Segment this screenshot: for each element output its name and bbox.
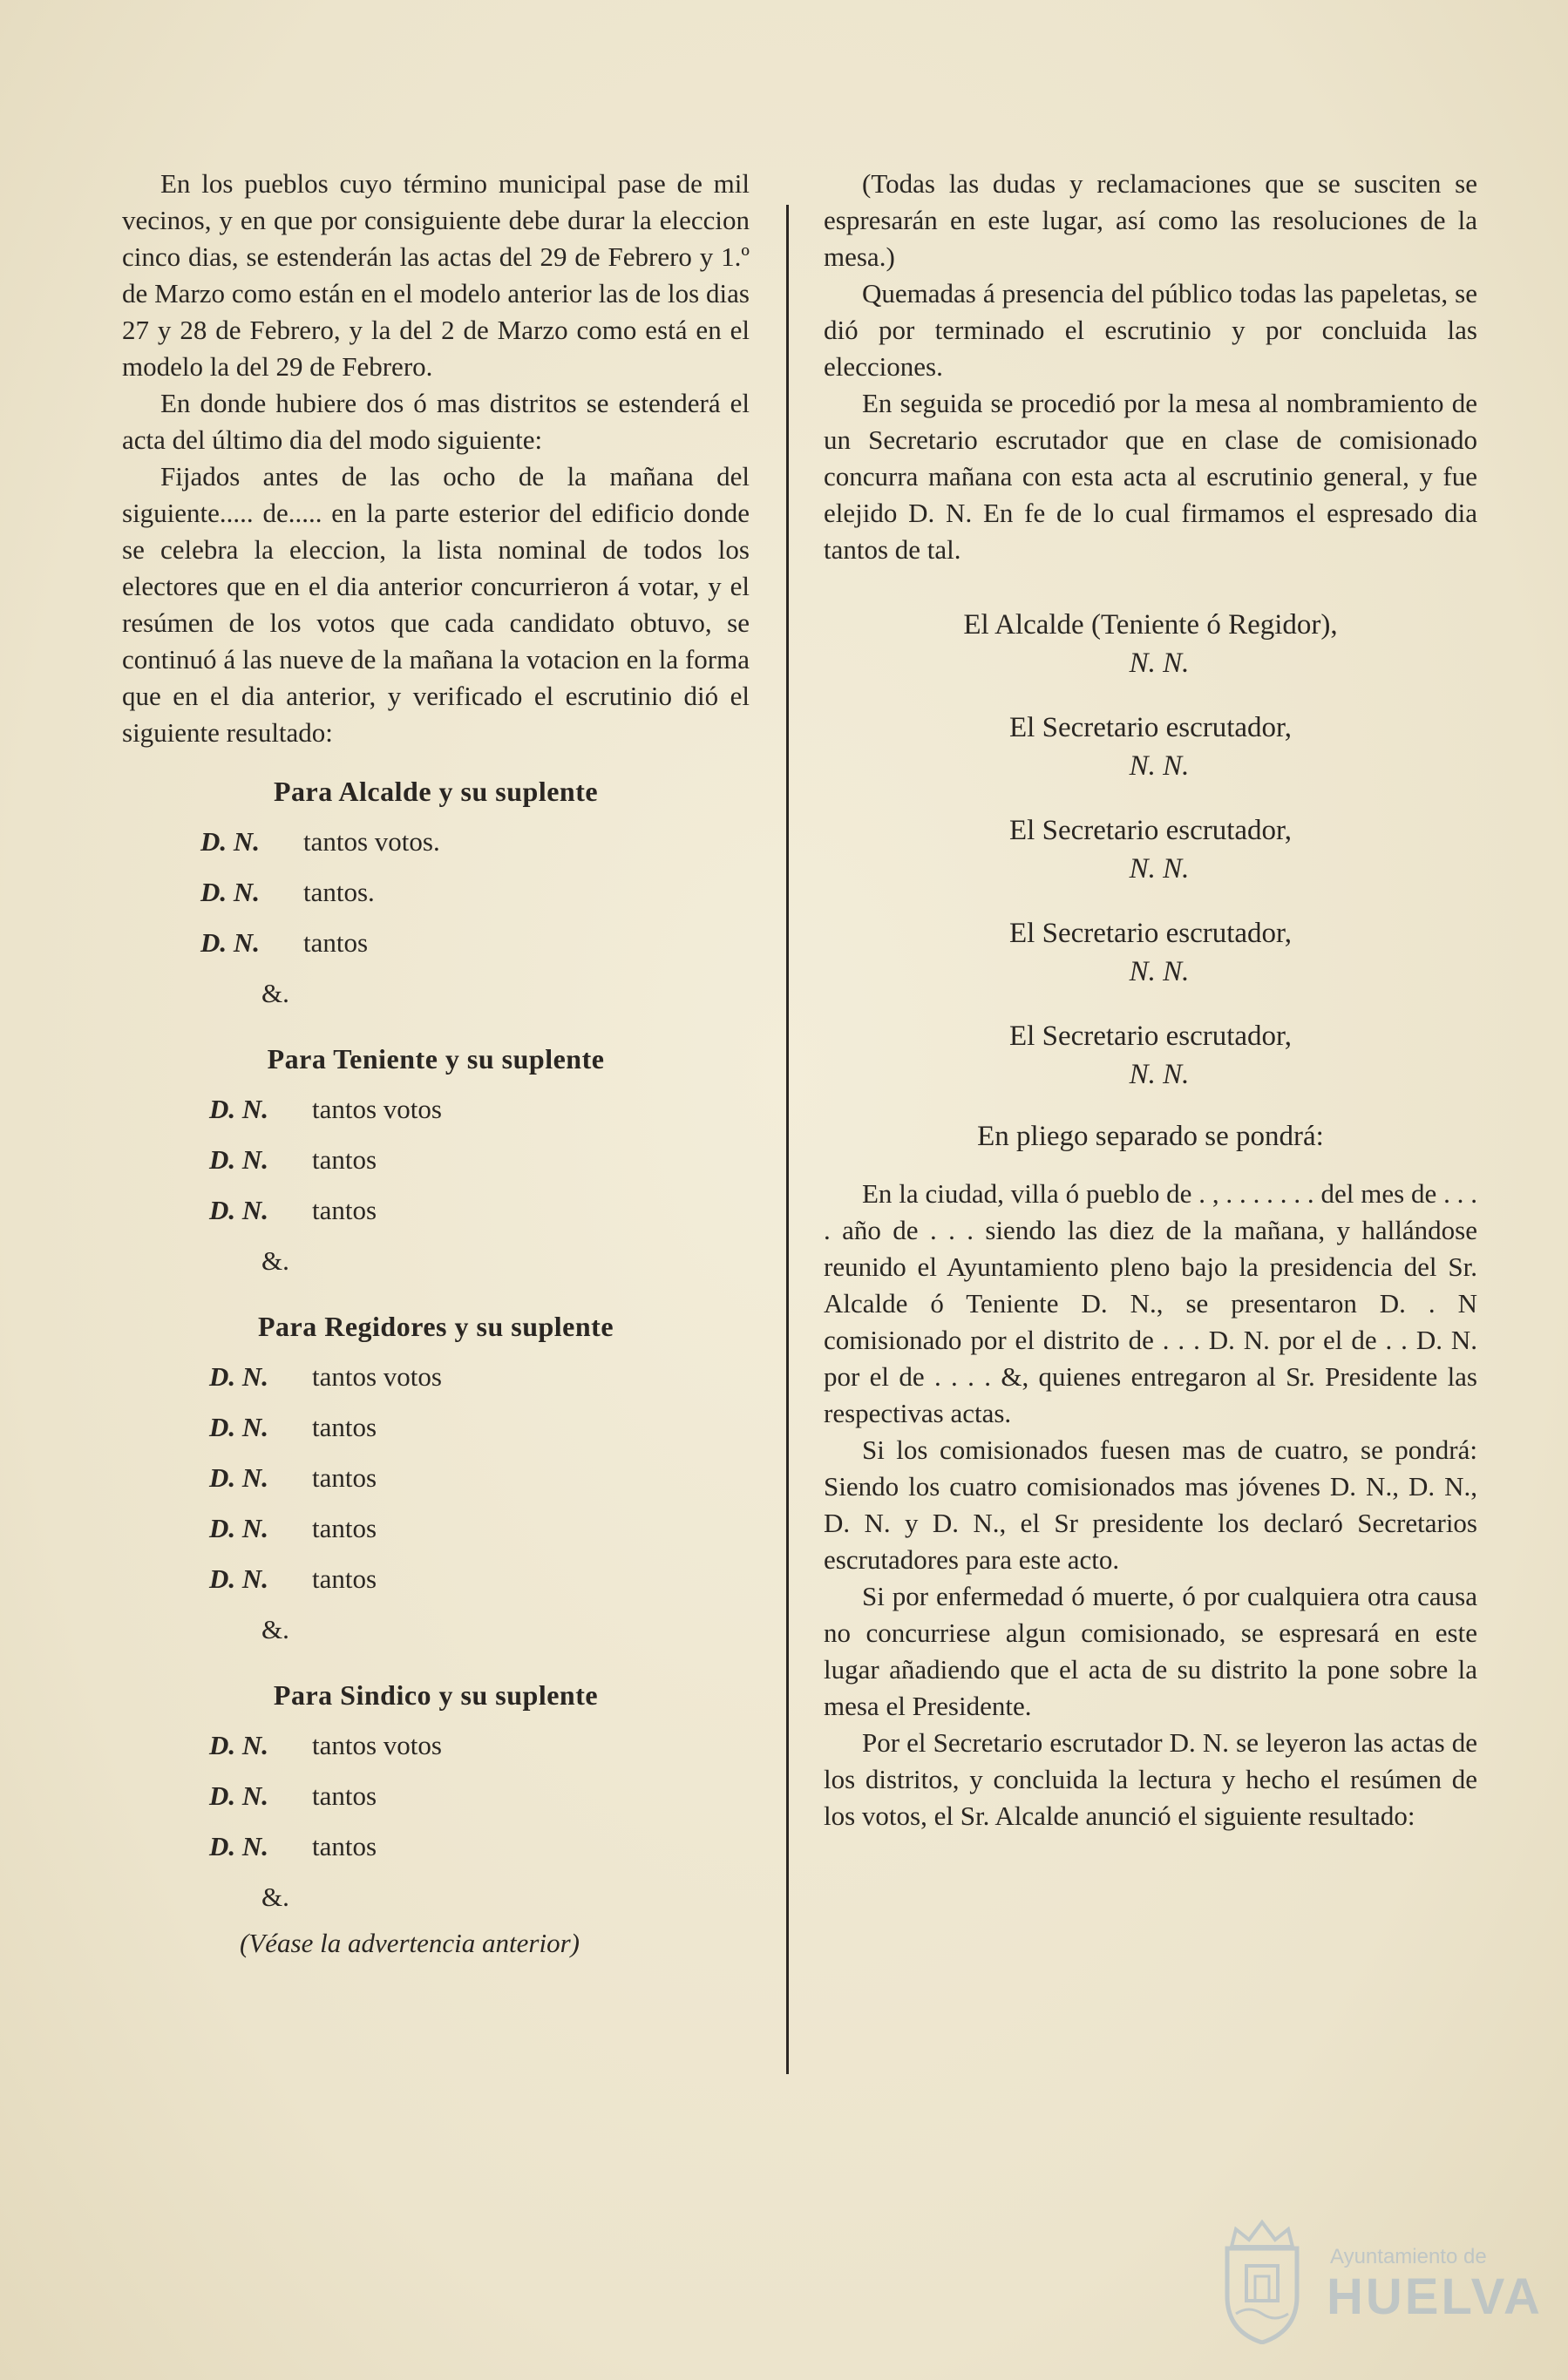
section-sindico [122,1679,750,1922]
etc-mark: &. [261,1614,289,1644]
section-heading: En pliego separado se pondrá: [977,1121,1324,1152]
etc-mark: &. [261,978,289,1008]
left-column [122,166,750,1959]
signature-block [824,709,1477,786]
paragraph: Si por enfermedad ó muerte, ó por cualquiera otra causa no concurriese algun comisionado, se espresará en este lugar añadiendo que el acta de su distrito la pone sobre la mesa el Presidente. [824,1581,1477,1721]
vote-row: D. N. tantos votos. [200,826,440,857]
paragraph: Quemadas á presencia del público todas las papeletas, se dió por terminado el escrutinio y por concluida las elecciones. [824,278,1477,382]
vote-row: D. N. tantos [200,927,369,958]
paragraph: Fijados antes de las ocho de la mañana del siguiente..... de..... en la parte esterior del edificio donde se celebra la eleccion, la lista nominal de todos los electores que en el dia anterior concurrieron á votar, y el resúmen de los votos que cada candidato obtuvo, se continuó á las nueve de la mañana la votacion en la forma que en el dia anterior, y verificado el escrutinio dió el siguiente resultado: [122,461,750,748]
vote-row: D. N. tantos [209,1513,377,1543]
signature-name: N. N. [1129,648,1190,679]
signature-title: El Alcalde (Teniente ó Regidor), [963,609,1338,641]
vote-row: D. N. tantos votos [209,1094,442,1124]
paragraph: En los pueblos cuyo término municipal pase de mil vecinos, y en que por consiguiente debe durar la eleccion cinco dias, se estenderán las actas del 29 de Febrero y 1.º de Marzo como están en el modelo anterior las de los dias 27 y 28 de Febrero, y la del 2 de Marzo como está en el modelo la del 29 de Febrero. [122,168,750,382]
section-alcalde [122,776,750,1019]
section-heading: Para Alcalde y su suplente [273,776,599,807]
paragraph: En donde hubiere dos ó mas distritos se estenderá el acta del último dia del modo siguiente: [122,388,750,455]
section-heading: Para Regidores y su suplente [257,1311,614,1342]
vote-row: D. N. tantos [209,1412,377,1442]
signature-title: El Secretario escrutador, [1009,815,1292,846]
right-column [824,166,1477,1834]
vote-row: D. N. tantos [209,1563,377,1594]
signature-block [824,812,1477,889]
etc-mark: &. [261,1245,289,1276]
vote-row: D. N. tantos [209,1195,377,1225]
section-heading: Para Teniente y su suplente [267,1043,605,1075]
vote-row: D. N. tantos votos [209,1730,442,1760]
signature-block [824,1018,1477,1095]
coat-of-arms-icon [1210,2214,1314,2344]
section-teniente [122,1043,750,1286]
signature-title: El Secretario escrutador, [1009,1020,1292,1052]
signature-block [824,607,1477,683]
vote-row: D. N. tantos [209,1780,377,1811]
logo-line1: Ayuntamiento de [1330,2245,1487,2268]
logo-line2: HUELVA [1327,2268,1543,2325]
vote-row: D. N. tantos [209,1831,377,1861]
vote-row: D. N. tantos [209,1462,377,1493]
paragraph: En la ciudad, villa ó pueblo de . , . . . . . . . del mes de . . . . año de . . . siendo las diez de la mañana, y hallándose reunido el Ayuntamiento pleno bajo la presidencia del Sr. Alcalde ó Teniente D. N., se presentaron D. . N comisionado por el distrito de . . . D. N. por el de . . D. N. por el de . . . . &, quienes entregaron al Sr. Presidente las respectivas actas. [824,1178,1477,1428]
paragraph: Por el Secretario escrutador D. N. se leyeron las actas de los distritos, y concluida la lectura y hecho el resúmen de los votos, el Sr. Alcalde anunció el siguiente resultado: [824,1727,1477,1831]
paragraph: (Todas las dudas y reclamaciones que se susciten se espresarán en este lugar, así como las resoluciones de la mesa.) [824,168,1477,272]
signature-name: N. N. [1129,853,1190,885]
etc-mark: &. [261,1882,289,1912]
paragraph: En seguida se procedió por la mesa al nombramiento de un Secretario escrutador que en clase de comisionado concurra mañana con esta acta al escrutinio general, y fue elejido D. N. En fe de lo cual firmamos el espresado dia tantos de tal. [824,388,1477,565]
vote-row: D. N. tantos. [200,877,375,907]
signature-block [824,915,1477,992]
paragraph: Si los comisionados fuesen mas de cuatro, se pondrá: Siendo los cuatro comisionados mas jóvenes D. N., D. N., D. N. y D. N., el Sr presidente los declaró Secretarios escrutadores para este acto. [824,1434,1477,1575]
vote-row: D. N. tantos [209,1144,377,1175]
signature-name: N. N. [1129,1059,1190,1090]
ayuntamiento-huelva-logo [1210,2214,1543,2344]
signature-name: N. N. [1129,750,1190,782]
column-divider [786,205,789,2074]
vote-row: D. N. tantos votos [209,1361,442,1392]
signature-title: El Secretario escrutador, [1009,918,1292,949]
signature-title: El Secretario escrutador, [1009,712,1292,743]
signature-name: N. N. [1129,956,1190,987]
section-regidores [122,1311,750,1655]
note: (Véase la advertencia anterior) [240,1928,580,1958]
section-heading: Para Sindico y su suplente [273,1679,599,1711]
